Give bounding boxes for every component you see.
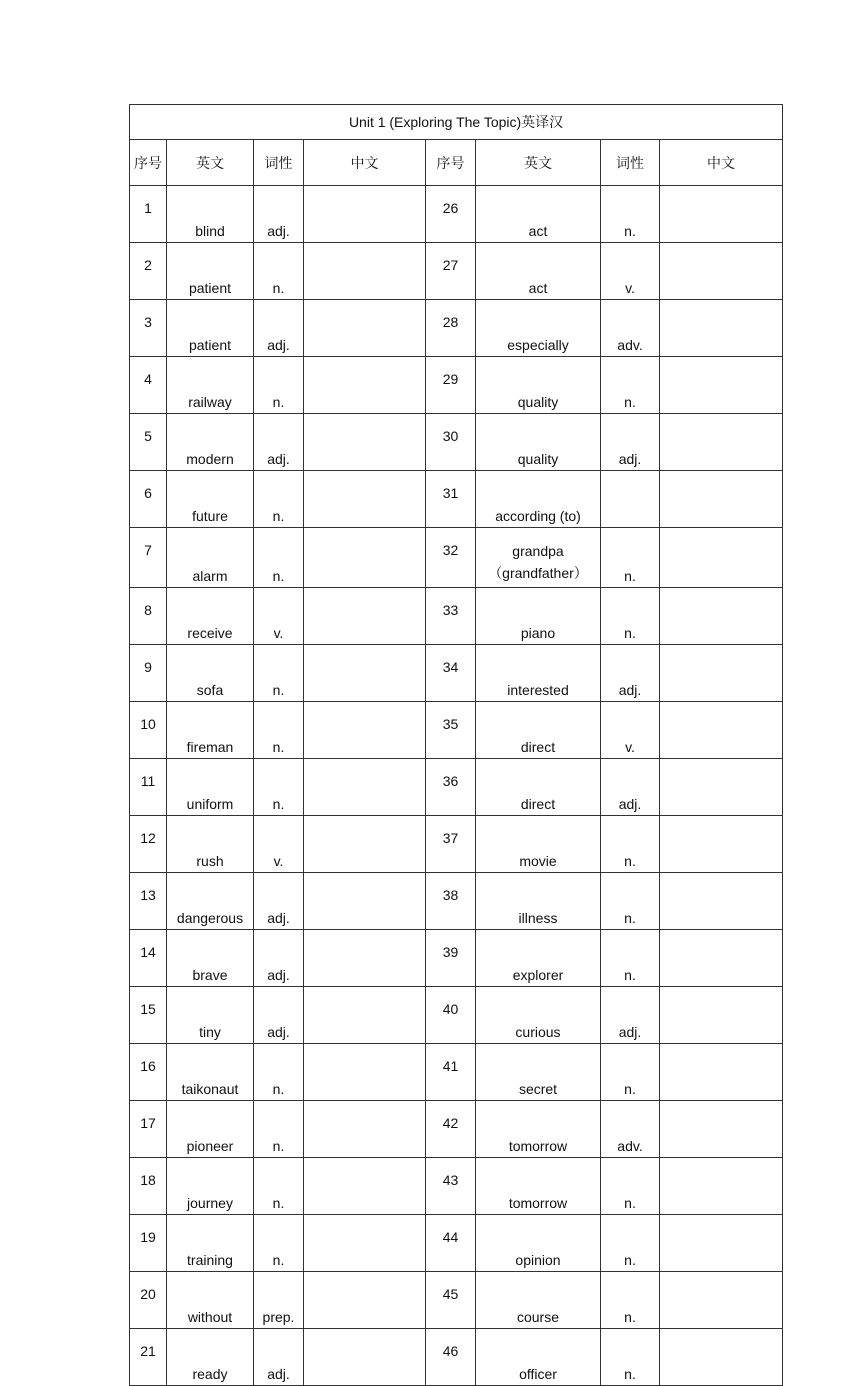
english-word-right: act [476,243,601,300]
chinese-answer-left[interactable] [304,645,426,702]
part-of-speech-left: n. [254,645,304,702]
table-row [130,528,783,588]
row-num-left: 12 [130,816,167,873]
english-word-right: direct [476,759,601,816]
table-row [130,588,783,645]
chinese-answer-right[interactable] [660,471,783,528]
english-word-left: ready [167,1329,254,1386]
table-header-row [130,140,783,186]
english-word-right: officer [476,1329,601,1386]
header-english-left: 英文 [167,140,254,186]
row-num-right: 37 [426,816,476,873]
english-word-right: explorer [476,930,601,987]
chinese-answer-left[interactable] [304,816,426,873]
part-of-speech-left: v. [254,588,304,645]
table-row [130,243,783,300]
chinese-answer-right[interactable] [660,645,783,702]
part-of-speech-right: n. [601,357,660,414]
english-word-left: alarm [167,528,254,588]
chinese-answer-left[interactable] [304,759,426,816]
english-word-left: blind [167,186,254,243]
row-num-left: 13 [130,873,167,930]
table-row [130,759,783,816]
part-of-speech-right: n. [601,528,660,588]
row-num-right: 32 [426,528,476,588]
part-of-speech-left: n. [254,1215,304,1272]
chinese-answer-left[interactable] [304,1329,426,1386]
english-word-right: opinion [476,1215,601,1272]
part-of-speech-right: adv. [601,300,660,357]
english-word-left: sofa [167,645,254,702]
chinese-answer-left[interactable] [304,528,426,588]
row-num-left: 17 [130,1101,167,1158]
chinese-answer-right[interactable] [660,1101,783,1158]
row-num-right: 38 [426,873,476,930]
chinese-answer-right[interactable] [660,759,783,816]
chinese-answer-right[interactable] [660,588,783,645]
row-num-left: 7 [130,528,167,588]
table-row [130,1158,783,1215]
chinese-answer-right[interactable] [660,1158,783,1215]
row-num-right: 41 [426,1044,476,1101]
vocabulary-table [129,104,783,1386]
english-word-left: tiny [167,987,254,1044]
table-row [130,414,783,471]
english-word-right: act [476,186,601,243]
part-of-speech-right: adj. [601,987,660,1044]
row-num-right: 30 [426,414,476,471]
row-num-left: 20 [130,1272,167,1329]
english-word-right: curious [476,987,601,1044]
english-word-left: brave [167,930,254,987]
part-of-speech-right: n. [601,1158,660,1215]
row-num-right: 44 [426,1215,476,1272]
english-word-left: without [167,1272,254,1329]
english-word-left: fireman [167,702,254,759]
english-word-left: training [167,1215,254,1272]
chinese-answer-right[interactable] [660,186,783,243]
part-of-speech-right: adj. [601,414,660,471]
chinese-answer-right[interactable] [660,930,783,987]
chinese-answer-right[interactable] [660,702,783,759]
row-num-left: 10 [130,702,167,759]
english-word-right: secret [476,1044,601,1101]
header-english-right: 英文 [476,140,601,186]
row-num-right: 36 [426,759,476,816]
english-word-right: especially [476,300,601,357]
part-of-speech-right: adj. [601,645,660,702]
part-of-speech-left: adj. [254,300,304,357]
table-row [130,645,783,702]
chinese-answer-left[interactable] [304,186,426,243]
english-word-left: dangerous [167,873,254,930]
chinese-answer-left[interactable] [304,702,426,759]
chinese-answer-right[interactable] [660,1272,783,1329]
english-word-left: modern [167,414,254,471]
row-num-right: 46 [426,1329,476,1386]
table-title-row [130,105,783,140]
row-num-left: 2 [130,243,167,300]
row-num-right: 33 [426,588,476,645]
header-pos-left: 词性 [254,140,304,186]
row-num-left: 15 [130,987,167,1044]
english-word-right: quality [476,357,601,414]
english-word-left: railway [167,357,254,414]
row-num-right: 40 [426,987,476,1044]
chinese-answer-left[interactable] [304,930,426,987]
part-of-speech-right: n. [601,1215,660,1272]
part-of-speech-left: n. [254,702,304,759]
chinese-answer-left[interactable] [304,1158,426,1215]
part-of-speech-right: n. [601,816,660,873]
header-chinese-left: 中文 [304,140,426,186]
english-word-left: pioneer [167,1101,254,1158]
chinese-answer-left[interactable] [304,357,426,414]
table-row [130,930,783,987]
header-num-right: 序号 [426,140,476,186]
english-word-right: direct [476,702,601,759]
table-row [130,471,783,528]
part-of-speech-left: adj. [254,987,304,1044]
english-word-left: rush [167,816,254,873]
row-num-left: 11 [130,759,167,816]
header-pos-right: 词性 [601,140,660,186]
chinese-answer-right[interactable] [660,300,783,357]
table-row [130,357,783,414]
chinese-answer-left[interactable] [304,414,426,471]
part-of-speech-left: n. [254,243,304,300]
row-num-left: 18 [130,1158,167,1215]
table-row [130,987,783,1044]
row-num-left: 16 [130,1044,167,1101]
chinese-answer-left[interactable] [304,1272,426,1329]
row-num-left: 21 [130,1329,167,1386]
english-word-right [476,528,601,588]
row-num-left: 5 [130,414,167,471]
part-of-speech-left: adj. [254,1329,304,1386]
english-word-right: interested [476,645,601,702]
row-num-right: 42 [426,1101,476,1158]
part-of-speech-left: adj. [254,930,304,987]
row-num-right: 26 [426,186,476,243]
part-of-speech-right: v. [601,243,660,300]
row-num-left: 9 [130,645,167,702]
chinese-answer-right[interactable] [660,414,783,471]
header-num-left: 序号 [130,140,167,186]
part-of-speech-right: n. [601,873,660,930]
table-row [130,1329,783,1386]
part-of-speech-left: v. [254,816,304,873]
row-num-right: 43 [426,1158,476,1215]
chinese-answer-right[interactable] [660,816,783,873]
part-of-speech-right: n. [601,1272,660,1329]
chinese-answer-right[interactable] [660,1215,783,1272]
row-num-right: 39 [426,930,476,987]
table-row [130,186,783,243]
table-row [130,1101,783,1158]
table-row [130,1044,783,1101]
part-of-speech-left: n. [254,1101,304,1158]
table-title: Unit 1 (Exploring The Topic)英译汉 [130,105,783,140]
row-num-left: 14 [130,930,167,987]
part-of-speech-left: adj. [254,873,304,930]
english-word-left: patient [167,300,254,357]
part-of-speech-right: n. [601,930,660,987]
row-num-left: 1 [130,186,167,243]
english-word-right: tomorrow [476,1101,601,1158]
chinese-answer-left[interactable] [304,471,426,528]
english-word-right: course [476,1272,601,1329]
part-of-speech-left: n. [254,357,304,414]
chinese-answer-left[interactable] [304,873,426,930]
part-of-speech-right: v. [601,702,660,759]
row-num-left: 19 [130,1215,167,1272]
english-word-left: uniform [167,759,254,816]
chinese-answer-left[interactable] [304,1044,426,1101]
english-word-right: quality [476,414,601,471]
row-num-right: 45 [426,1272,476,1329]
chinese-answer-right[interactable] [660,987,783,1044]
part-of-speech-right: adv. [601,1101,660,1158]
table-row [130,702,783,759]
part-of-speech-left: prep. [254,1272,304,1329]
english-word-right: according (to) [476,471,601,528]
english-word-left: future [167,471,254,528]
chinese-answer-right[interactable] [660,243,783,300]
part-of-speech-right [601,471,660,528]
table-row [130,816,783,873]
part-of-speech-right: n. [601,1329,660,1386]
row-num-left: 4 [130,357,167,414]
part-of-speech-left: adj. [254,414,304,471]
row-num-left: 8 [130,588,167,645]
table-row [130,300,783,357]
chinese-answer-right[interactable] [660,1329,783,1386]
row-num-right: 29 [426,357,476,414]
table-row [130,873,783,930]
part-of-speech-right: n. [601,1044,660,1101]
chinese-answer-left[interactable] [304,987,426,1044]
english-word-left: receive [167,588,254,645]
chinese-answer-right[interactable] [660,1044,783,1101]
row-num-left: 3 [130,300,167,357]
row-num-right: 27 [426,243,476,300]
chinese-answer-right[interactable] [660,528,783,588]
english-word-right: illness [476,873,601,930]
chinese-answer-left[interactable] [304,1215,426,1272]
english-word-right: piano [476,588,601,645]
part-of-speech-left: n. [254,471,304,528]
part-of-speech-right: n. [601,588,660,645]
chinese-answer-left[interactable] [304,243,426,300]
row-num-right: 28 [426,300,476,357]
english-word-left: journey [167,1158,254,1215]
header-chinese-right: 中文 [660,140,783,186]
part-of-speech-left: n. [254,528,304,588]
table-row [130,1215,783,1272]
table-row [130,1272,783,1329]
english-word-left: patient [167,243,254,300]
chinese-answer-left[interactable] [304,300,426,357]
row-num-right: 31 [426,471,476,528]
part-of-speech-left: n. [254,1158,304,1215]
part-of-speech-right: adj. [601,759,660,816]
english-word-right: tomorrow [476,1158,601,1215]
part-of-speech-left: adj. [254,186,304,243]
english-word-left: taikonaut [167,1044,254,1101]
english-word-right: movie [476,816,601,873]
part-of-speech-left: n. [254,759,304,816]
row-num-right: 35 [426,702,476,759]
row-num-left: 6 [130,471,167,528]
english-word-line-2: （grandfather） [488,565,588,581]
chinese-answer-right[interactable] [660,357,783,414]
chinese-answer-left[interactable] [304,1101,426,1158]
chinese-answer-left[interactable] [304,588,426,645]
chinese-answer-right[interactable] [660,873,783,930]
english-word-line-1: grandpa [512,543,564,559]
row-num-right: 34 [426,645,476,702]
part-of-speech-left: n. [254,1044,304,1101]
part-of-speech-right: n. [601,186,660,243]
